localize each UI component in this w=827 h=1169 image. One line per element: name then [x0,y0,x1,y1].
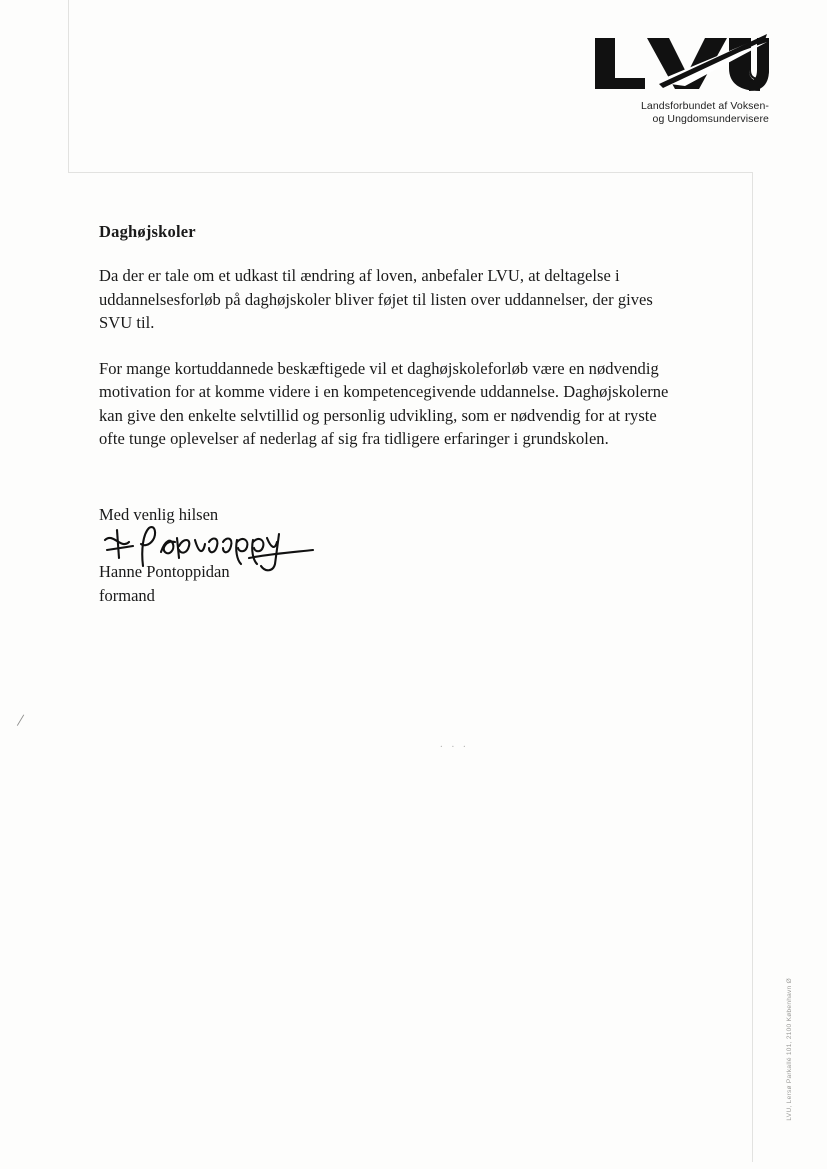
paragraph-1: Da der er tale om et udkast til ændring af loven, anbefaler LVU, at deltagelse i uddannelsesforløb på daghøjskoler bliver føjet til listen over uddannelser, der gives SVU til. [99,266,653,332]
scan-guide-line-left [68,0,69,172]
scan-artifact-slash: / [16,709,26,731]
letter-body [99,222,674,607]
closing-line: Med venlig hilsen [99,504,219,524]
paragraph-2: For mange kortuddannede beskæftigede vil et daghøjskoleforløb være en nødvendig motivation for at komme videre i en kompetencegivende uddannelse. Daghøjskolerne kan give den enkelte selvtillid og personlig udvikling, som er nødvendig for at ryste ofte tunge oplevelser af nederlag af sig fra tidligere erfaringer i grundskolen. [99,358,669,448]
organization-name [529,100,769,126]
section-heading: Daghøjskoler [99,222,196,241]
org-name-line-2: og Ungdomsundervisere [652,113,769,125]
letterhead [529,34,769,126]
signatory-role: formand [99,585,155,605]
scan-artifact-dots: . . . [440,738,469,750]
signature-block [99,560,674,607]
scan-guide-line-top [68,172,752,173]
footer-side-note: LVU, Lersø Parkallé 101, 2100 København Ø [786,978,793,1121]
signatory-name: Hanne Pontoppidan [99,562,230,581]
scan-guide-line-right [752,172,753,1162]
lvu-logo [589,34,769,96]
org-name-line-1: Landsforbundet af Voksen- [640,100,769,112]
